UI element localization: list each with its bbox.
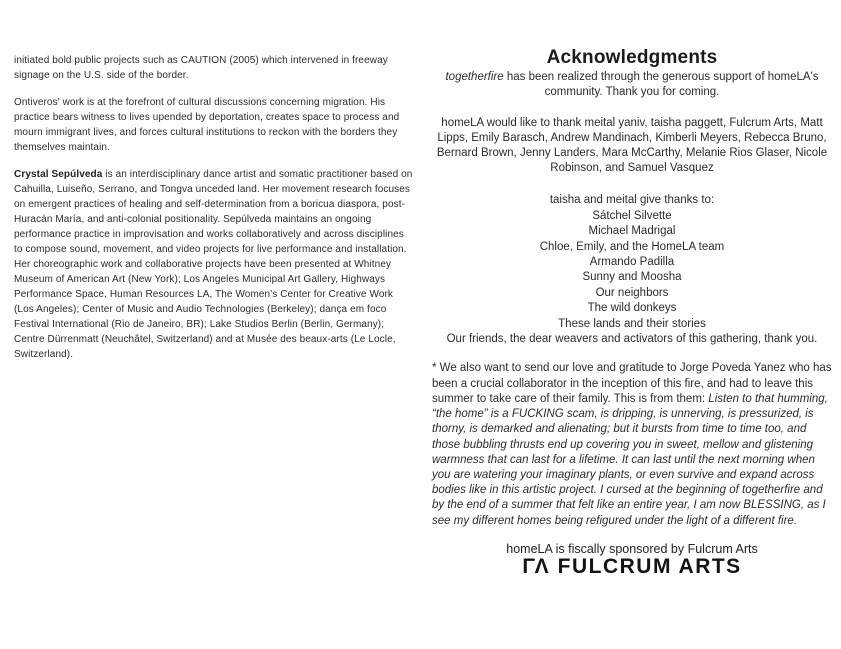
- fulcrum-arts-logo: [432, 554, 832, 578]
- thanks-list-heading: taisha and meital give thanks to:: [549, 194, 715, 207]
- thanks-list-item: Sátchel Silvette: [592, 209, 672, 222]
- thanks-list-item: The wild donkeys: [587, 302, 677, 315]
- paragraph-ontiveros-continuation: initiated bold public projects such as CAUTION (2005) which intervened in freeway signage on the U.S. side of the border.: [14, 55, 388, 81]
- paragraph-ontiveros-summary: Ontiveros' work is at the forefront of cultural discussions concerning migration. His practice bears witness to lives upended by deportation, creates space to process and mourn immigrant lives, and forces cultural institutions to reckon with the borders they themselves maintain.: [14, 97, 400, 153]
- fulcrum-arts-logo-icon: ΓΛ: [522, 554, 551, 578]
- thanks-list-item: These lands and their stories: [558, 317, 706, 330]
- artist-name-crystal-sepulveda: Crystal Sepúlveda: [14, 169, 103, 180]
- gratitude-note: [432, 361, 832, 528]
- paragraph-sepulveda-bio: [14, 167, 413, 362]
- thanks-list: [432, 193, 832, 347]
- thanks-list-item: Armando Padilla: [589, 256, 675, 269]
- intro-paragraph: [432, 70, 832, 100]
- gratitude-note-quote-italic: Listen to that humming, “the home” is a FUCKING scam, is dripping, is unnerving, is pressurized, is thorny, is demarked and alienating; but it bursts from time to time too, and those bubbling thrusts end up covering you in sweet, mellow and glistening warmness that can last for a lifetime. It can last until the next morning when you are watering your imaginary plants, or even survive and expand across bodies like in this artistic project. I cursed at the beginning of togetherfire and by the end of a summer that felt like an entire year, I am now BLESSING, as I see my different homes being refigured under the light of a different fire.: [432, 392, 828, 527]
- thanks-list-item: Michael Madrigal: [588, 225, 676, 238]
- thanks-list-item: Sunny and Moosha: [582, 271, 682, 284]
- left-column: [14, 53, 413, 374]
- thanks-list-item: Our neighbors: [595, 286, 669, 299]
- fiscal-sponsor-line: homeLA is fiscally sponsored by Fulcrum Arts: [506, 541, 758, 556]
- acknowledgments-column: [432, 47, 832, 578]
- gratitude-note-plain: * We also want to send our love and gratitude to Jorge Poveda Yanez who has been a crucial collaborator in the inception of this fire, and had to leave this summer to take care of their family. This is from them:: [432, 362, 832, 405]
- thank-you-paragraph: homeLA would like to thank meital yaniv, taisha paggett, Fulcrum Arts, Matt Lipps, Emily Barasch, Andrew Mandinach, Kimberli Meyers, Rebecca Bruno, Bernard Brown, Jenny Landers, Mara McCarthy, Melanie Rios Glaser, Nicole Robinson, and Samuel Vasquez: [436, 116, 828, 175]
- intro-rest-text: has been realized through the generous support of homeLA's community. Thank you for coming.: [503, 71, 819, 99]
- thanks-list-item: Chloe, Emily, and the HomeLA team: [539, 240, 725, 253]
- show-title-togetherfire: togetherfire: [445, 71, 504, 84]
- fulcrum-arts-logo-text: FULCRUM ARTS: [557, 554, 742, 578]
- artist-bio-text: is an interdisciplinary dance artist and somatic practitioner based on Cahuilla, Luiseño, Serrano, and Tongva unceded land. Her movement research focuses on emergent practices of healing and self-determination from a boricua diaspora, post-Huracán María, and anti-colonial positionality. Sepúlveda maintains an ongoing performance practice in improvisation and works collaboratively and across disciplines to compose sound, movement, and video projects for live performance and installation. Her choreographic work and collaborative projects have been presented at Whitney Museum of American Art (New York); Los Angeles Municipal Art Gallery, Highways Performance Space, Human Resources LA, The Women's Center for Creative Work (Los Angeles); Center of Music and Audio Technologies (Berkeley); dança em foco Festival International (Rio de Janeiro, BR); Lake Studios Berlin (Berlin, Germany); Centre Dürrenmatt (Neuchâtel, Switzerland) and at Musée des beaux-arts (Le Locle, Switzerland).: [14, 169, 413, 360]
- acknowledgments-heading: Acknowledgments: [546, 47, 718, 68]
- thanks-list-item: Our friends, the dear weavers and activators of this gathering, thank you.: [446, 333, 818, 346]
